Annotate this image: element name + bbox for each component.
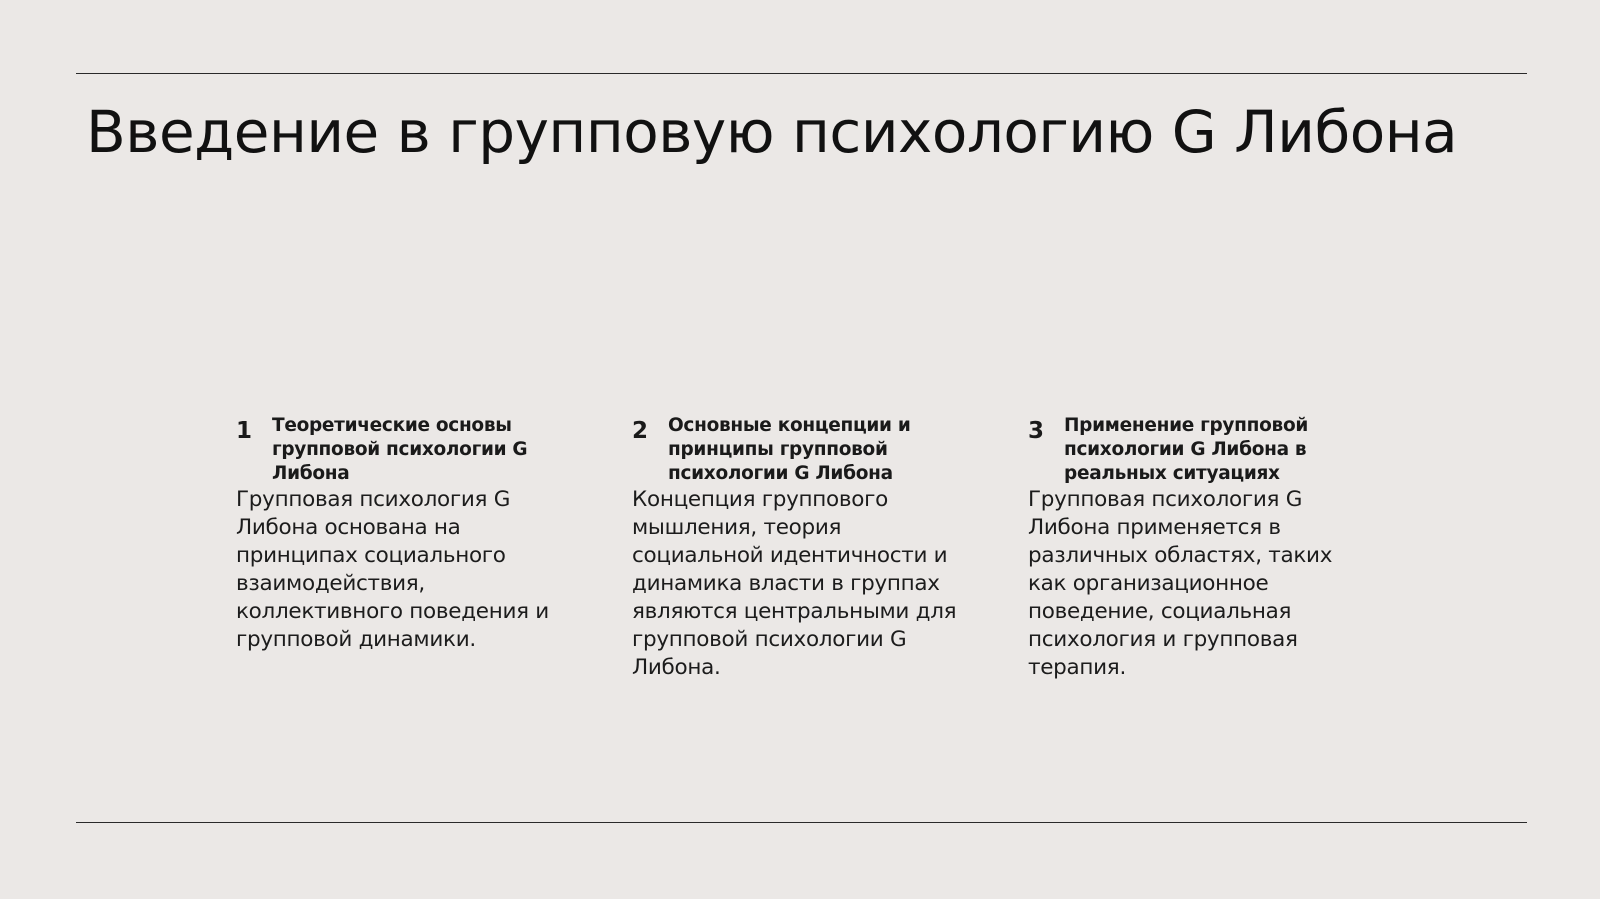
- column-2-number: 2: [632, 418, 649, 444]
- column-2-heading: Основные концепции и принципы групповой психологии G Либона: [668, 415, 911, 484]
- bottom-divider: [76, 822, 1527, 823]
- column-3-header: [1028, 414, 1368, 484]
- column-3-text: Групповая психология G Либона применяется в различных областях, таких как организационное поведение, социальная психология и групповая терапия.: [1028, 487, 1333, 680]
- column-1: [236, 414, 576, 652]
- column-3: [1028, 414, 1368, 680]
- column-3-heading: Применение групповой психологии G Либона в реальных ситуациях: [1064, 415, 1309, 484]
- column-2: [632, 414, 972, 680]
- column-1-heading: Теоретические основы групповой психологии G Либона: [272, 415, 528, 484]
- column-2-header: [632, 414, 972, 484]
- top-divider: [76, 73, 1527, 74]
- column-1-header: [236, 414, 576, 484]
- column-2-text: Концепция группового мышления, теория социальной идентичности и динамика власти в группах являются центральными для групповой психологии G Либона.: [632, 487, 957, 680]
- column-3-number: 3: [1028, 418, 1045, 444]
- column-1-number: 1: [236, 418, 253, 444]
- column-1-text: Групповая психология G Либона основана на принципах социального взаимодействия, коллективного поведения и групповой динамики.: [236, 487, 549, 652]
- slide-title: Введение в групповую психологию G Либона: [86, 98, 1458, 166]
